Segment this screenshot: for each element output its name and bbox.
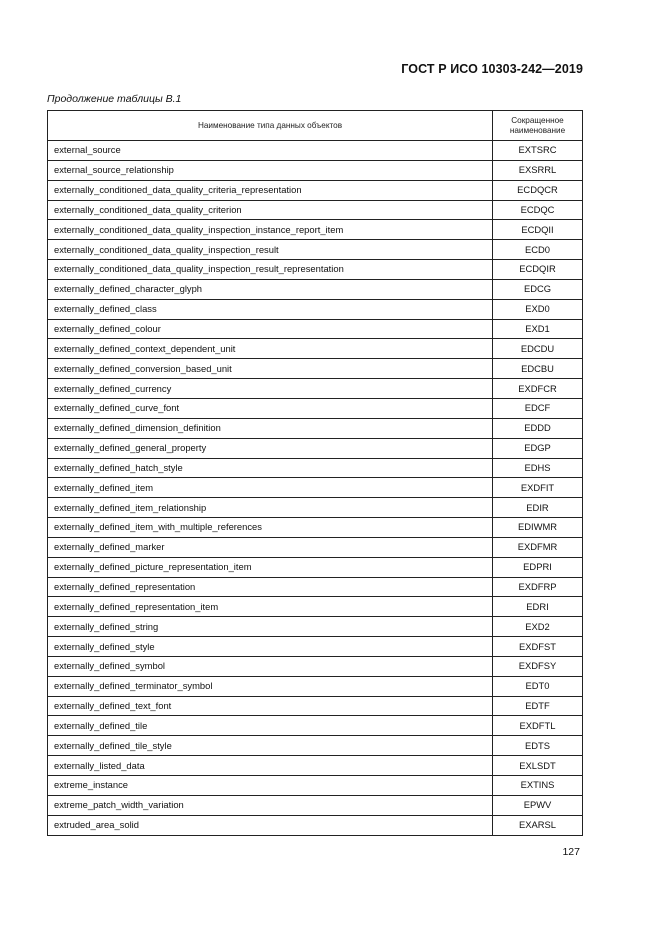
- entity-type-name-cell: externally_defined_item_with_multiple_references: [48, 518, 493, 538]
- page-number: 127: [562, 846, 580, 858]
- abbreviation-cell: EPWV: [493, 795, 583, 815]
- abbreviation-cell: EDCDU: [493, 339, 583, 359]
- entity-type-name-cell: external_source: [48, 141, 493, 161]
- entity-type-name-cell: externally_defined_curve_font: [48, 398, 493, 418]
- abbreviation-cell: EXARSL: [493, 815, 583, 835]
- entity-type-name-cell: externally_defined_tile_style: [48, 736, 493, 756]
- table-row: [48, 577, 583, 597]
- abbreviation-cell: EDIWMR: [493, 518, 583, 538]
- table-row: [48, 518, 583, 538]
- abbreviation-cell: EXD0: [493, 299, 583, 319]
- entity-type-name-cell: externally_listed_data: [48, 756, 493, 776]
- entity-type-name-cell: extreme_patch_width_variation: [48, 795, 493, 815]
- table-row: [48, 478, 583, 498]
- abbreviation-cell: EDCF: [493, 398, 583, 418]
- abbreviation-cell: EXDFTL: [493, 716, 583, 736]
- entity-type-name-cell: externally_defined_context_dependent_unit: [48, 339, 493, 359]
- table-header-row: [48, 111, 583, 141]
- table-row: [48, 398, 583, 418]
- entity-type-name-cell: externally_defined_currency: [48, 379, 493, 399]
- entity-type-name-cell: externally_defined_tile: [48, 716, 493, 736]
- entity-type-name-cell: externally_defined_string: [48, 617, 493, 637]
- abbreviation-cell: EDCBU: [493, 359, 583, 379]
- table-row: [48, 359, 583, 379]
- table-row: [48, 736, 583, 756]
- abbreviation-cell: EXD1: [493, 319, 583, 339]
- table-row: [48, 418, 583, 438]
- abbreviation-cell: EDPRI: [493, 557, 583, 577]
- entity-type-name-cell: externally_conditioned_data_quality_inspection_result: [48, 240, 493, 260]
- entity-type-name-cell: externally_defined_terminator_symbol: [48, 676, 493, 696]
- table-row: [48, 299, 583, 319]
- entity-type-name-cell: externally_conditioned_data_quality_inspection_instance_report_item: [48, 220, 493, 240]
- abbreviation-cell: EXDFIT: [493, 478, 583, 498]
- abbreviation-cell: EXTSRC: [493, 141, 583, 161]
- abbreviation-cell: EXSRRL: [493, 160, 583, 180]
- entity-type-name-cell: externally_defined_character_glyph: [48, 279, 493, 299]
- abbreviation-cell: EXLSDT: [493, 756, 583, 776]
- entity-type-name-cell: external_source_relationship: [48, 160, 493, 180]
- table-row: [48, 756, 583, 776]
- abbreviation-cell: ECDQCR: [493, 180, 583, 200]
- abbreviation-cell: ECD0: [493, 240, 583, 260]
- abbreviation-cell: EXDFMR: [493, 537, 583, 557]
- table-row: [48, 141, 583, 161]
- abbreviation-cell: EXTINS: [493, 776, 583, 796]
- entity-type-name-cell: externally_defined_representation: [48, 577, 493, 597]
- table-row: [48, 696, 583, 716]
- entity-type-name-cell: externally_defined_marker: [48, 537, 493, 557]
- table-row: [48, 815, 583, 835]
- entity-type-name-cell: externally_defined_picture_representation_item: [48, 557, 493, 577]
- table-row: [48, 279, 583, 299]
- table-row: [48, 537, 583, 557]
- table-row: [48, 795, 583, 815]
- table-row: [48, 339, 583, 359]
- table-row: [48, 240, 583, 260]
- abbreviation-cell: EDCG: [493, 279, 583, 299]
- entity-type-name-cell: externally_conditioned_data_quality_inspection_result_representation: [48, 260, 493, 280]
- table-row: [48, 776, 583, 796]
- abbreviation-cell: EDGP: [493, 438, 583, 458]
- table-row: [48, 716, 583, 736]
- abbreviation-cell: EDTF: [493, 696, 583, 716]
- entity-type-name-cell: externally_defined_hatch_style: [48, 458, 493, 478]
- table-row: [48, 498, 583, 518]
- table-row: [48, 458, 583, 478]
- entity-type-name-cell: externally_defined_text_font: [48, 696, 493, 716]
- table-row: [48, 438, 583, 458]
- entity-type-name-cell: externally_defined_general_property: [48, 438, 493, 458]
- entity-type-name-cell: externally_defined_colour: [48, 319, 493, 339]
- entity-type-name-cell: externally_defined_item_relationship: [48, 498, 493, 518]
- table-row: [48, 220, 583, 240]
- abbreviation-cell: EXD2: [493, 617, 583, 637]
- entity-type-name-cell: externally_conditioned_data_quality_criterion: [48, 200, 493, 220]
- table-row: [48, 676, 583, 696]
- table-row: [48, 260, 583, 280]
- entity-type-name-cell: externally_defined_class: [48, 299, 493, 319]
- abbreviation-cell: EDDD: [493, 418, 583, 438]
- abbreviation-cell: EXDFRP: [493, 577, 583, 597]
- abbreviation-cell: EXDFSY: [493, 656, 583, 676]
- table-caption: Продолжение таблицы В.1: [47, 93, 182, 105]
- table-row: [48, 557, 583, 577]
- entity-type-name-cell: externally_conditioned_data_quality_criteria_representation: [48, 180, 493, 200]
- column-header-name: Наименование типа данных объектов: [48, 111, 493, 141]
- table-row: [48, 160, 583, 180]
- table-row: [48, 319, 583, 339]
- document-standard-header: ГОСТ Р ИСО 10303-242—2019: [401, 62, 583, 76]
- table-body: [48, 141, 583, 836]
- abbreviation-cell: EDT0: [493, 676, 583, 696]
- abbreviation-cell: EDTS: [493, 736, 583, 756]
- abbreviation-cell: EXDFST: [493, 637, 583, 657]
- entity-type-name-cell: externally_defined_symbol: [48, 656, 493, 676]
- data-type-abbreviation-table: [47, 110, 583, 836]
- table-row: [48, 656, 583, 676]
- table-row: [48, 200, 583, 220]
- entity-type-name-cell: extreme_instance: [48, 776, 493, 796]
- entity-type-name-cell: externally_defined_item: [48, 478, 493, 498]
- abbreviation-cell: EDRI: [493, 597, 583, 617]
- abbreviation-cell: ECDQC: [493, 200, 583, 220]
- table-row: [48, 597, 583, 617]
- abbreviation-cell: EDIR: [493, 498, 583, 518]
- column-header-abbreviation: Сокращенное наименование: [493, 111, 583, 141]
- table-row: [48, 617, 583, 637]
- table-row: [48, 379, 583, 399]
- abbreviation-cell: ECDQII: [493, 220, 583, 240]
- entity-type-name-cell: externally_defined_conversion_based_unit: [48, 359, 493, 379]
- abbreviation-cell: EDHS: [493, 458, 583, 478]
- entity-type-name-cell: externally_defined_representation_item: [48, 597, 493, 617]
- table-row: [48, 637, 583, 657]
- abbreviation-cell: ECDQIR: [493, 260, 583, 280]
- entity-type-name-cell: externally_defined_style: [48, 637, 493, 657]
- entity-type-name-cell: externally_defined_dimension_definition: [48, 418, 493, 438]
- abbreviation-cell: EXDFCR: [493, 379, 583, 399]
- entity-type-name-cell: extruded_area_solid: [48, 815, 493, 835]
- table-row: [48, 180, 583, 200]
